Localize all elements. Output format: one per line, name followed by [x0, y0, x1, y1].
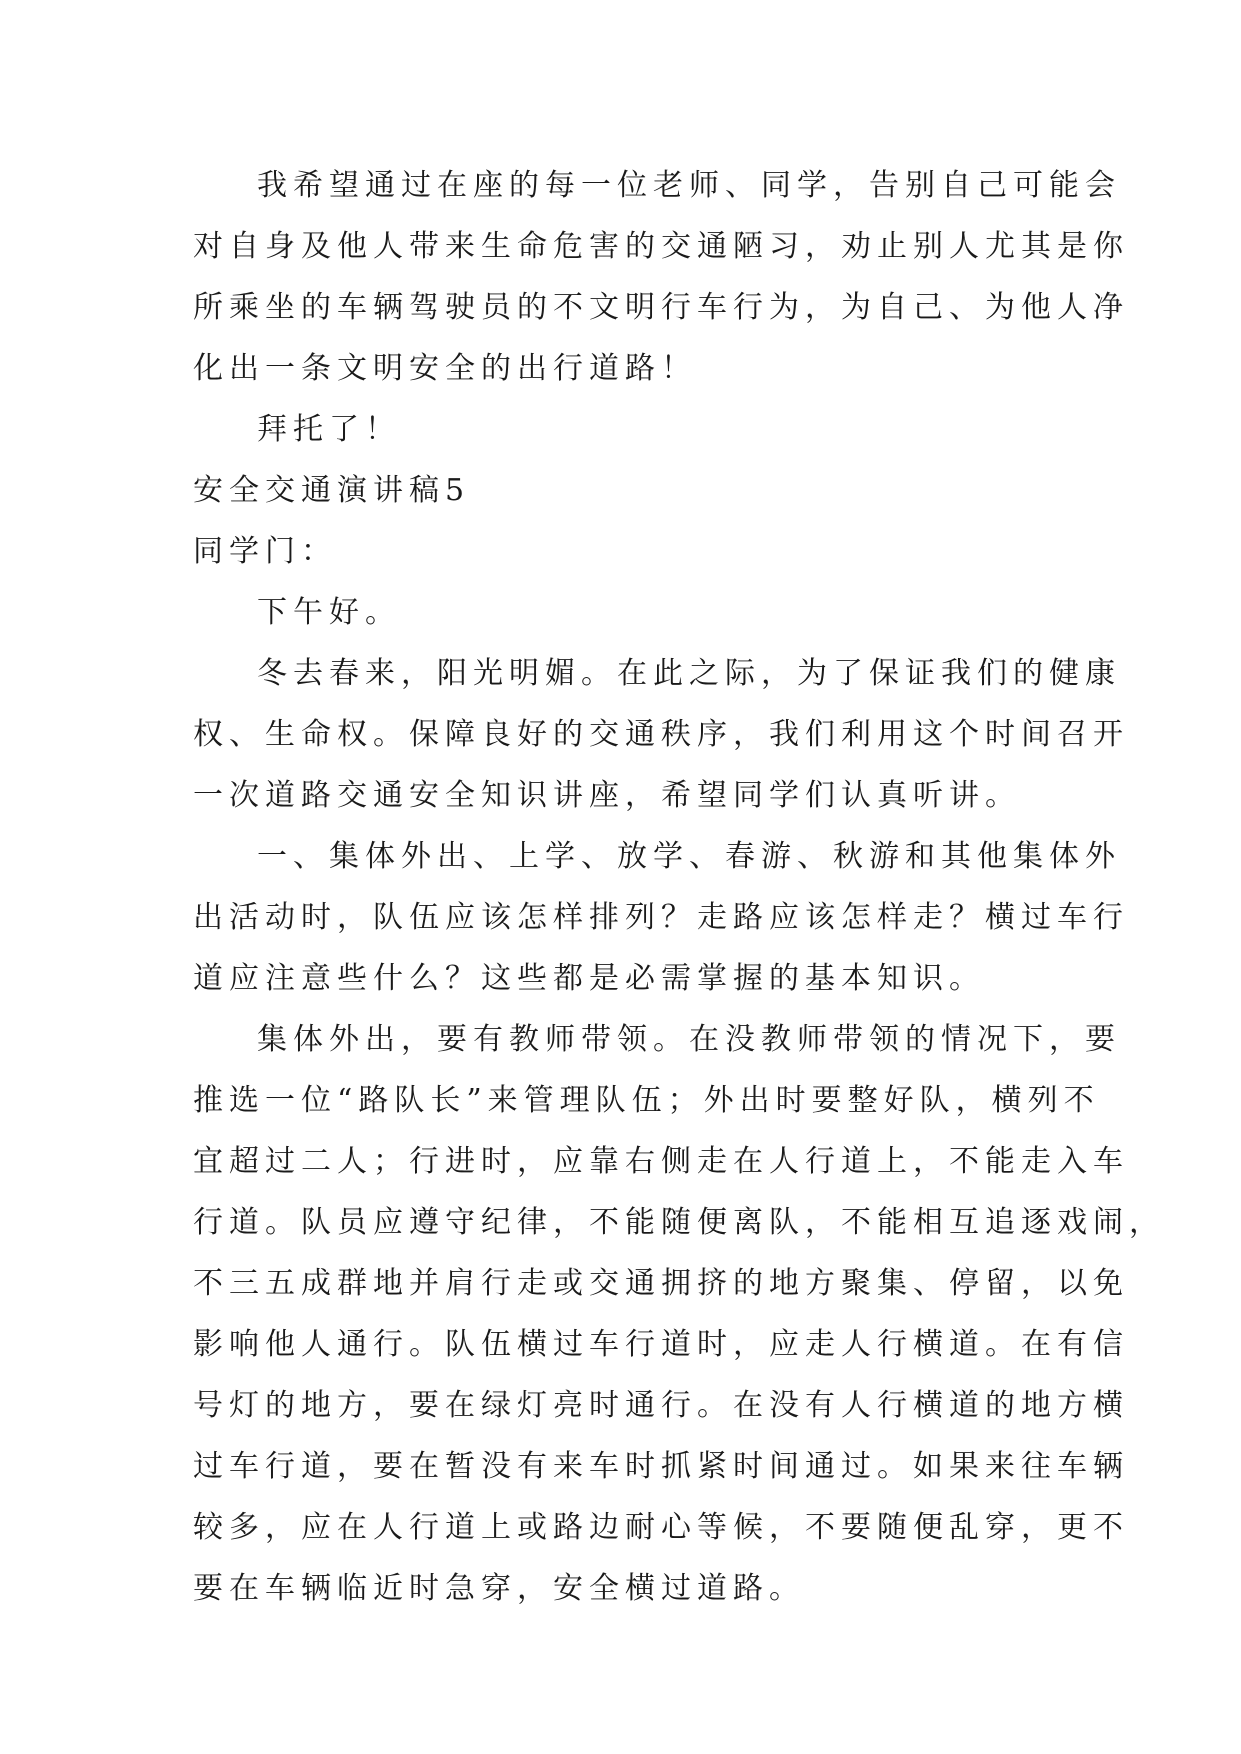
text-line: 不三五成群地并肩行走或交通拥挤的地方聚集、停留，以免	[193, 1266, 1129, 1301]
document-page	[193, 155, 1165, 1619]
text-line: 出活动时，队伍应该怎样排列？走路应该怎样走？横过车行	[193, 900, 1129, 935]
text-line: 集体外出，要有教师带领。在没教师带领的情况下，要	[257, 1022, 1121, 1057]
greeting: 下午好。	[257, 595, 401, 630]
text-line: 号灯的地方，要在绿灯亮时通行。在没有人行横道的地方横	[193, 1388, 1129, 1423]
text-line: 化出一条文明安全的出行道路！	[193, 351, 697, 386]
section-title: 安全交通演讲稿5	[193, 473, 471, 508]
text-line: 要在车辆临近时急穿，安全横过道路。	[193, 1571, 805, 1606]
text-line: 一、集体外出、上学、放学、春游、秋游和其他集体外	[257, 839, 1121, 874]
salutation: 同学门：	[193, 534, 337, 569]
text-line: 我希望通过在座的每一位老师、同学，告别自己可能会	[257, 168, 1121, 203]
text-line: 道应注意些什么？这些都是必需掌握的基本知识。	[193, 961, 985, 996]
text-line: 行道。队员应遵守纪律，不能随便离队，不能相互追逐戏闹，	[193, 1205, 1165, 1240]
text-line: 冬去春来，阳光明媚。在此之际，为了保证我们的健康	[257, 656, 1121, 691]
text-line: 较多，应在人行道上或路边耐心等候，不要随便乱穿，更不	[193, 1510, 1129, 1545]
text-line: 一次道路交通安全知识讲座，希望同学们认真听讲。	[193, 778, 1021, 813]
text-line: 拜托了！	[257, 412, 401, 447]
text-line: 权、生命权。保障良好的交通秩序，我们利用这个时间召开	[193, 717, 1129, 752]
text-line: 所乘坐的车辆驾驶员的不文明行车行为，为自己、为他人净	[193, 290, 1129, 325]
text-line: 影响他人通行。队伍横过车行道时，应走人行横道。在有信	[193, 1327, 1129, 1362]
text-line: 推选一位“路队长”来管理队伍；外出时要整好队，横列不	[193, 1083, 1100, 1118]
text-line: 对自身及他人带来生命危害的交通陋习，劝止别人尤其是你	[193, 229, 1129, 264]
text-line: 过车行道，要在暂没有来车时抓紧时间通过。如果来往车辆	[193, 1449, 1129, 1484]
text-line: 宜超过二人；行进时，应靠右侧走在人行道上，不能走入车	[193, 1144, 1129, 1179]
